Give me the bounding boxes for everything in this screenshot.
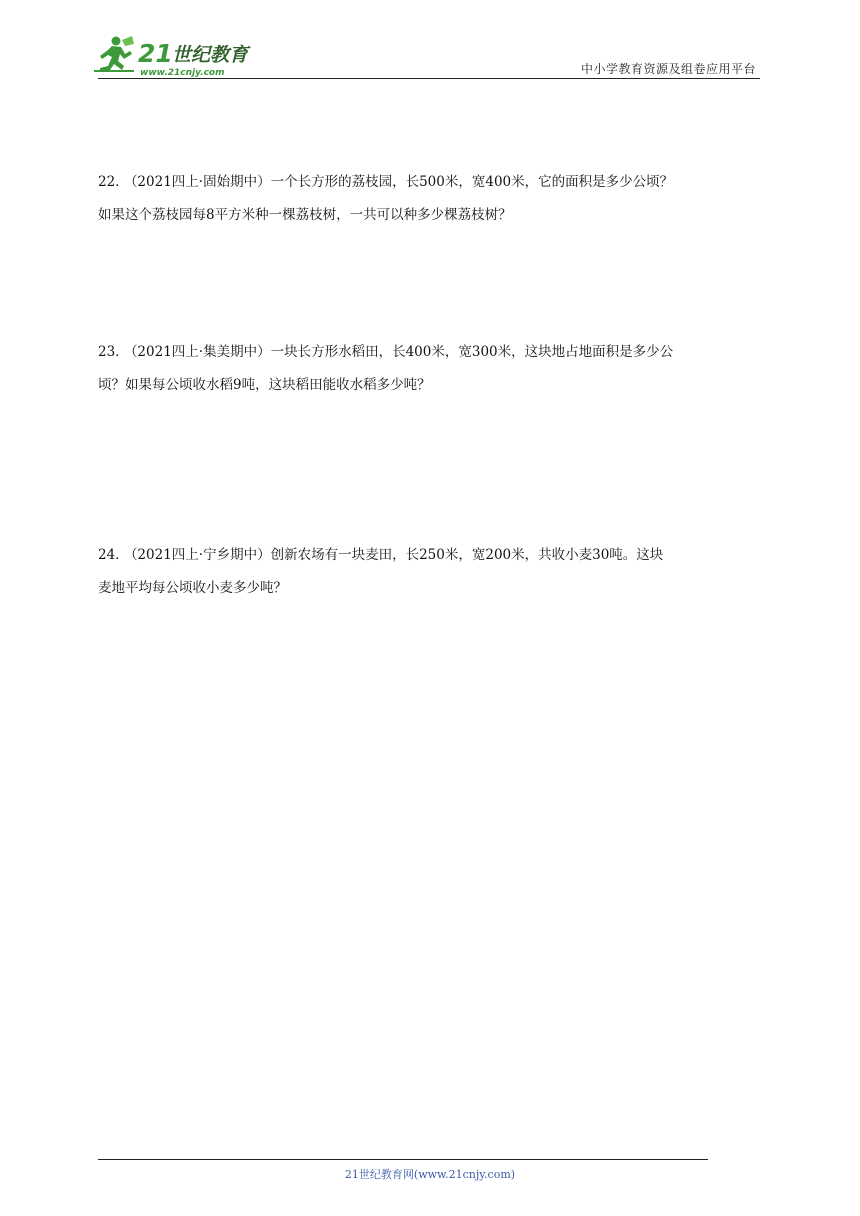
question-number: 23．	[98, 344, 129, 360]
question-text: （2021四上·固始期中）一个长方形的荔枝园，长500米，宽400米，它的面积是多少公顷？	[130, 174, 674, 190]
question-23	[98, 336, 764, 402]
header-divider	[98, 78, 760, 79]
svg-text:www.21cnjy.com: www.21cnjy.com	[140, 68, 225, 78]
question-text: （2021四上·集美期中）一块长方形水稻田，长400米，宽300米，这块地占地面积是多少公	[130, 344, 674, 360]
svg-text:21: 21	[138, 39, 173, 68]
svg-text:世纪教育: 世纪教育	[172, 44, 249, 66]
header-tagline: 中小学教育资源及组卷应用平台	[580, 62, 756, 76]
question-22	[98, 166, 764, 232]
question-text: （2021四上·宁乡期中）创新农场有一块麦田，长250米，宽200米，共收小麦30吨。这块	[130, 547, 664, 563]
question-24	[98, 539, 764, 605]
footer-divider	[98, 1159, 708, 1160]
question-line: 麦地平均每公顷收小麦多少吨？	[98, 580, 287, 596]
question-number: 24．	[98, 547, 129, 563]
question-line	[98, 539, 764, 572]
question-line	[98, 166, 764, 199]
question-line: 如果这个荔枝园每8平方米种一棵荔枝树，一共可以种多少棵荔枝树？	[98, 207, 512, 223]
question-line	[98, 336, 764, 369]
page-header	[0, 0, 860, 90]
site-logo	[92, 34, 262, 78]
footer-link[interactable]: 21世纪教育网(www.21cnjy.com)	[344, 1168, 516, 1181]
question-line: 顷？如果每公顷收水稻9吨，这块稻田能收水稻多少吨？	[98, 377, 431, 393]
runner-icon	[100, 36, 134, 72]
question-number: 22．	[98, 174, 129, 190]
